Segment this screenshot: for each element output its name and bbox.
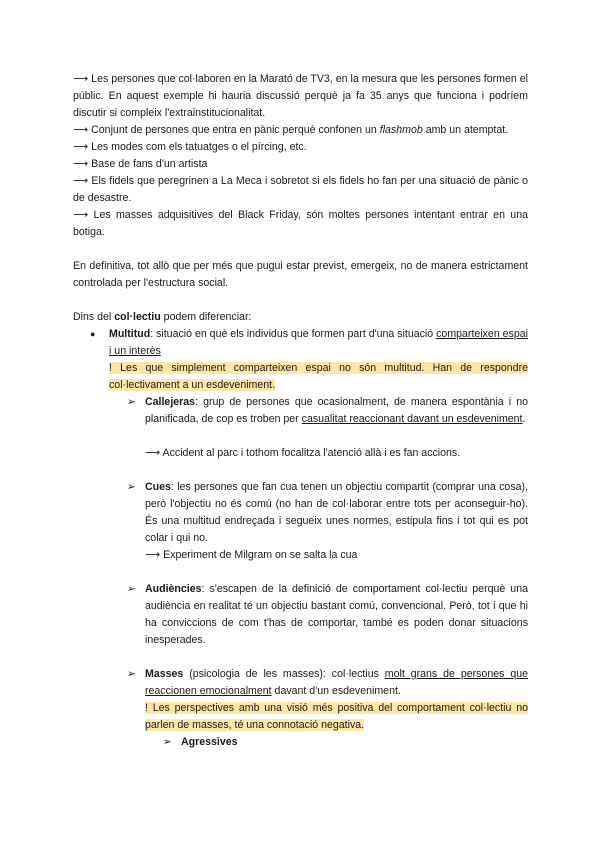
masses-note: ! Les perspectives amb una visió més positiva del comportament col·lectiu no parlen de masses, té una connotació negativa. — [145, 702, 528, 731]
type-callejeras: Callejeras: grup de persones que ocasionalment, de manera espontània i no planificada, de cop es troben per casualitat reaccionant davant un esdeveniment. — [145, 396, 528, 425]
arrowhead-icon: ➢ — [163, 736, 172, 748]
type-masses: Masses (psicologia de les masses): col·lectius molt grans de persones que reaccionen emocionalment davant d'un esdeveniment. — [145, 668, 528, 697]
bullet-icon: ● — [90, 329, 96, 339]
arrow-icon: ⟶ — [73, 141, 89, 153]
type-cues: Cues: les persones que fan cua tenen un objectiu compartit (comprar una cosa), però l'objectiu no és comú (no han de col·laborar entre tots per aconseguir-ho). És una multitud endreçada i segueix unes normes, estipula fins i tot qui es pot colar i qui no. — [145, 481, 528, 544]
intro-item-1: ⟶ Les persones que col·laboren en la Marató de TV3, en la mesura que les persones formen el públic. En aquest exemple hi hauria discussió perquè ja fa 35 anys que funciona i podríem discutir si compleix l'extrainstitucionalitat. — [73, 73, 528, 119]
arrow-icon: ⟶ — [73, 175, 89, 187]
intro-item-5: ⟶ Els fidels que peregrinen a La Meca i sobretot si els fidels ho fan per una situació de pànic o de desastre. — [73, 175, 529, 204]
intro-item-6: ⟶ Les masses adquisitives del Black Friday, són moltes persones intentant entrar en una botiga. — [73, 209, 528, 238]
callejeras-example: ⟶ Accident al parc i tothom focalitza l'atenció allà i es fan accions. — [145, 447, 461, 459]
arrow-icon: ⟶ — [73, 209, 89, 221]
type-audiencies: Audiències: s'escapen de la definició de comportament col·lectiu perquè una audiència en realitat té un objectiu bastant comú, convencional. Però, tot i que hi ha conviccions de com t'has de comportar, també es poden donar situacions inesperades. — [145, 583, 528, 646]
multitud-note: ! Les que simplement comparteixen espai no són multitud. Han de respondre col·lectivament a un esdeveniment. — [109, 362, 528, 391]
cues-example: ⟶ Experiment de Milgram on se salta la cua — [145, 549, 358, 561]
definitiva-paragraph: En definitiva, tot allò que per més que pugui estar previst, emergeix, no de manera estrictament controlada per l'estructura social. — [73, 260, 528, 289]
arrowhead-icon: ➢ — [127, 583, 136, 595]
multitud-definition: Multitud: situació en què els individus que formen part d'una situació comparteixen espai i un interès — [109, 328, 528, 357]
arrow-icon: ⟶ — [73, 73, 89, 85]
subtype-agressives: Agressives — [181, 736, 238, 748]
arrowhead-icon: ➢ — [127, 481, 136, 493]
arrowhead-icon: ➢ — [127, 668, 136, 680]
intro-item-4: ⟶ Base de fans d'un artista — [73, 158, 208, 170]
dins-paragraph: Dins del col·lectiu podem diferenciar: — [73, 311, 252, 323]
intro-item-3: ⟶ Les modes com els tatuatges o el pírcing, etc. — [73, 141, 307, 153]
arrow-icon: ⟶ — [73, 158, 89, 170]
intro-item-2: ⟶ Conjunt de persones que entra en pànic perquè confonen un flashmob amb un atemptat. — [73, 124, 509, 136]
arrow-icon: ⟶ — [73, 124, 89, 136]
arrowhead-icon: ➢ — [127, 396, 136, 408]
